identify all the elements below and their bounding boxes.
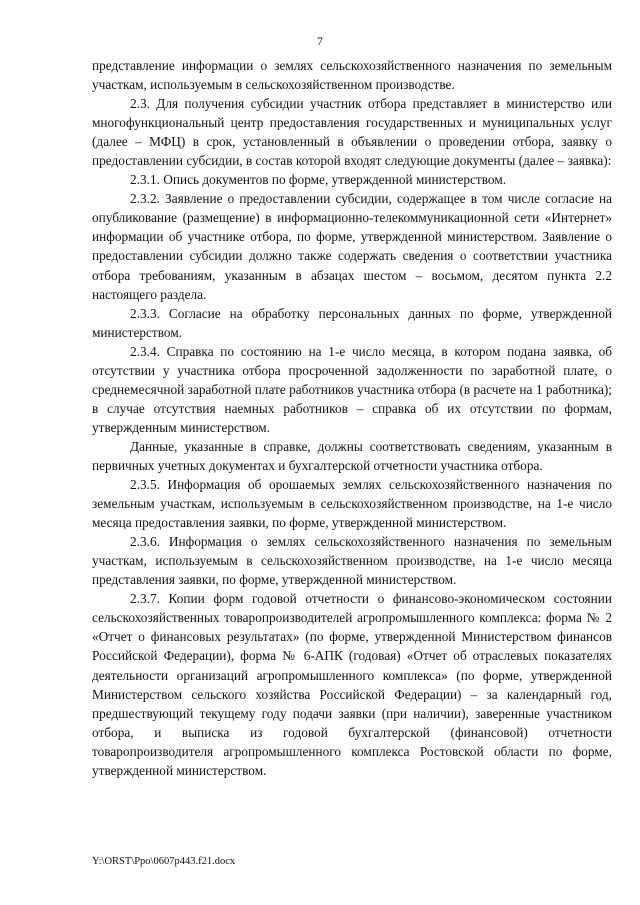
paragraph-2-3-7: 2.3.7. Копии форм годовой отчетности о финансово-экономическом состоянии сельскохозяйственных товаропроизводителей агропромышленного комплекса: форма № 2 «Отчет о финансовых результатах» (по форме, утвержденной Министерством финансов Российской Федерации), форма № 6-АПК (годовая) «Отчет об отраслевых показателях деятельности организаций агропромышленного комплекса» (по форме, утвержденной Министерством сельского хозяйства Российской Федерации) – за календарный год, предшествующий текущему году подачи заявки (при наличии), заверенные участником отбора, и выписка из годовой бухгалтерской (финансовой) отчетности товаропроизводителя агропромышленного комплекса Ростовской области по форме, утвержденной министерством. bbox=[92, 591, 612, 778]
document-body bbox=[92, 56, 612, 780]
paragraph-2-3-3: 2.3.3. Согласие на обработку персональных данных по форме, утвержденной министерством. bbox=[92, 305, 612, 340]
paragraph-2-3-6: 2.3.6. Информация о землях сельскохозяйственного назначения по земельным участкам, используемым в сельскохозяйственном производстве, на 1-е число месяца представления заявки, по форме, утвержденной министерством. bbox=[92, 534, 612, 588]
paragraph-continuation: представление информации о землях сельскохозяйственного назначения по земельным участкам, используемым в сельскохозяйственном производстве. bbox=[92, 58, 612, 93]
paragraph-2-3-5: 2.3.5. Информация об орошаемых землях сельскохозяйственного назначения по земельным участкам, используемым в сельскохозяйственном производстве, на 1-е число месяца предоставления заявки, по форме, утвержденной министерством. bbox=[92, 477, 612, 531]
paragraph-2-3-2: 2.3.2. Заявление о предоставлении субсидии, содержащее в том числе согласие на опубликование (размещение) в информационно-телекоммуникационной сети «Интернет» информации об участнике отбора, по форме, утвержденной министерством. Заявление о предоставлении субсидии должно также содержать сведения о соответствии участника отбора требованиям, указанным в абзацах шестом – восьмом, десятом пункта 2.2 настоящего раздела. bbox=[92, 191, 612, 302]
paragraph-2-3-4: 2.3.4. Справка по состоянию на 1-е число месяца, в котором подана заявка, об отсутствии у участника отбора просроченной задолженности по заработной плате, о среднемесячной заработной плате работников участника отбора (в расчете на 1 работника); в случае отсутствия наемных работников – справка об их отсутствии по формам, утвержденным министерством. bbox=[92, 343, 612, 435]
paragraph-data-note: Данные, указанные в справке, должны соответствовать сведениям, указанным в первичных учетных документах и бухгалтерской отчетности участника отбора. bbox=[92, 438, 612, 473]
paragraph-2-3-1: 2.3.1. Опись документов по форме, утвержденной министерством. bbox=[130, 172, 507, 188]
page-number: 7 bbox=[317, 36, 323, 48]
paragraph-2-3: 2.3. Для получения субсидии участник отбора представляет в министерство или многофункциональный центр предоставления государственных и муниципальных услуг (далее – МФЦ) в срок, установленный в объявлении о проведении отбора, заявку о предоставлении субсидии, в состав которой входят следующие документы (далее – заявка): bbox=[92, 96, 612, 169]
file-path-footer: Y:\ORST\Ppo\0607p443.f21.docx bbox=[92, 856, 236, 867]
